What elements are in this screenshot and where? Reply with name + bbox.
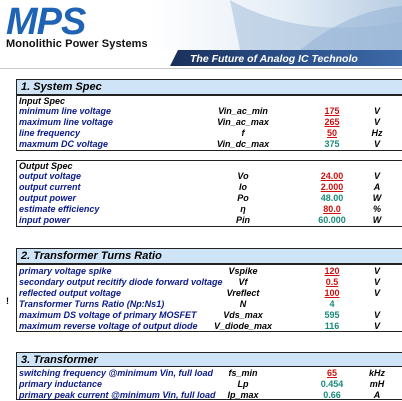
output-current-input[interactable]: 2.000 (320, 182, 344, 192)
table-row (17, 299, 402, 310)
input-spec-group (16, 95, 402, 151)
svg-text:MPS: MPS (6, 4, 86, 38)
row-unit: V (373, 117, 380, 127)
turns-ratio-group (16, 264, 402, 332)
output-voltage-input[interactable]: 24.00 (320, 171, 344, 181)
min-line-voltage-input[interactable]: 175 (324, 106, 340, 116)
table-row (17, 117, 402, 128)
section-transformer: 3. Transformer (16, 352, 402, 368)
table-row (17, 288, 402, 299)
row-symbol: Vo (237, 171, 249, 181)
row-symbol: f (241, 128, 245, 138)
table-row (17, 182, 402, 193)
row-unit: A (373, 390, 381, 400)
max-ds-voltage-value: 595 (324, 310, 340, 320)
table-row (17, 310, 402, 321)
max-diode-reverse-voltage-value: 116 (324, 321, 340, 331)
row-label: switching frequency @minimum Vin, full load (19, 368, 213, 378)
row-symbol: Lp (237, 379, 249, 389)
transformer-group (16, 366, 402, 400)
row-label: Transformer Turns Ratio (Np:Ns1) (19, 299, 165, 309)
row-label: input power (19, 215, 70, 225)
row-unit: V (373, 139, 380, 149)
row-unit: kHz (368, 368, 385, 378)
row-label: maximum line voltage (19, 117, 114, 127)
mps-logo (6, 4, 146, 38)
row-symbol: Vds_max (223, 310, 263, 320)
section-system-spec: 1. System Spec (16, 79, 402, 95)
row-label: primary voltage spike (19, 266, 112, 276)
group-title: Input Spec (19, 96, 66, 106)
output-power-value: 48.00 (320, 193, 344, 203)
row-symbol: fs_min (228, 368, 258, 378)
primary-inductance-value: 0.454 (320, 379, 344, 389)
row-symbol: Pin (235, 215, 250, 225)
row-symbol: Vreflect (226, 288, 260, 298)
efficiency-input[interactable]: 80.0 (323, 204, 341, 214)
row-symbol: V_diode_max (213, 321, 273, 331)
max-line-voltage-input[interactable]: 265 (324, 117, 340, 127)
row-label: line frequency (19, 128, 81, 138)
row-unit: V (373, 106, 380, 116)
table-row (17, 379, 402, 390)
row-symbol: Vspike (228, 266, 258, 276)
row-unit: A (373, 182, 381, 192)
row-label: output current (19, 182, 81, 192)
company-name: Monolithic Power Systems (6, 38, 148, 50)
table-row (17, 106, 402, 117)
row-unit: W (372, 215, 382, 225)
table-row (17, 215, 402, 226)
table-row (17, 128, 402, 139)
table-row (17, 321, 402, 332)
row-label: maxmum DC voltage (19, 139, 109, 149)
row-symbol: Vin_ac_min (218, 106, 268, 116)
output-spec-group (16, 160, 402, 227)
row-label: primary peak current @minimum Vin, full load (19, 390, 216, 400)
section-turns-ratio: 2. Transformer Turns Ratio (16, 248, 402, 264)
row-symbol: η (240, 204, 246, 214)
row-label: maximum DS voltage of primary MOSFET (19, 310, 197, 320)
group-title: Output Spec (19, 161, 73, 171)
row-symbol: Vf (238, 277, 248, 287)
row-unit: V (373, 266, 380, 276)
warning-marker: ! (6, 296, 9, 306)
row-unit: V (373, 310, 380, 320)
row-label: primary inductance (19, 379, 103, 389)
row-symbol: Vin_dc_max (216, 139, 270, 149)
row-unit: V (373, 321, 380, 331)
table-row (17, 204, 402, 215)
row-unit: V (373, 288, 380, 298)
table-row (17, 266, 402, 277)
primary-peak-current-value: 0.66 (323, 390, 341, 400)
table-row (17, 193, 402, 204)
header-banner (0, 0, 402, 68)
line-frequency-input[interactable]: 50 (326, 128, 337, 138)
row-label: secondary output recitify diode forward voltage (19, 277, 223, 287)
table-row (17, 390, 402, 401)
row-unit: V (373, 171, 380, 181)
header-separator (0, 68, 402, 69)
voltage-spike-input[interactable]: 120 (324, 266, 340, 276)
row-unit: % (372, 204, 381, 214)
table-row (17, 277, 402, 288)
row-label: minimum line voltage (19, 106, 112, 116)
table-row (17, 171, 402, 182)
diode-forward-voltage-input[interactable]: 0.5 (325, 277, 339, 287)
row-label: output voltage (19, 171, 81, 181)
row-symbol: Io (239, 182, 247, 192)
row-symbol: Ip_max (227, 390, 259, 400)
row-symbol: Po (237, 193, 249, 203)
row-symbol: N (239, 299, 247, 309)
row-label: estimate efficiency (19, 204, 100, 214)
row-label: output power (19, 193, 76, 203)
table-row (17, 139, 402, 150)
tagline: The Future of Analog IC Technolo (190, 53, 358, 65)
row-label: maximum reverse voltage of output diode (19, 321, 198, 331)
row-unit: Hz (371, 128, 383, 138)
turns-ratio-value: 4 (329, 299, 335, 309)
row-unit: mH (369, 379, 385, 389)
row-symbol: Vin_ac_max (217, 117, 269, 127)
row-label: reflected output voltage (19, 288, 122, 298)
max-dc-voltage-value: 375 (324, 139, 340, 149)
table-row (17, 368, 402, 379)
row-unit: W (372, 193, 382, 203)
input-power-value: 60.000 (318, 215, 346, 225)
reflected-voltage-input[interactable]: 100 (324, 288, 340, 298)
switching-frequency-input[interactable]: 65 (326, 368, 337, 378)
row-unit: V (373, 277, 380, 287)
